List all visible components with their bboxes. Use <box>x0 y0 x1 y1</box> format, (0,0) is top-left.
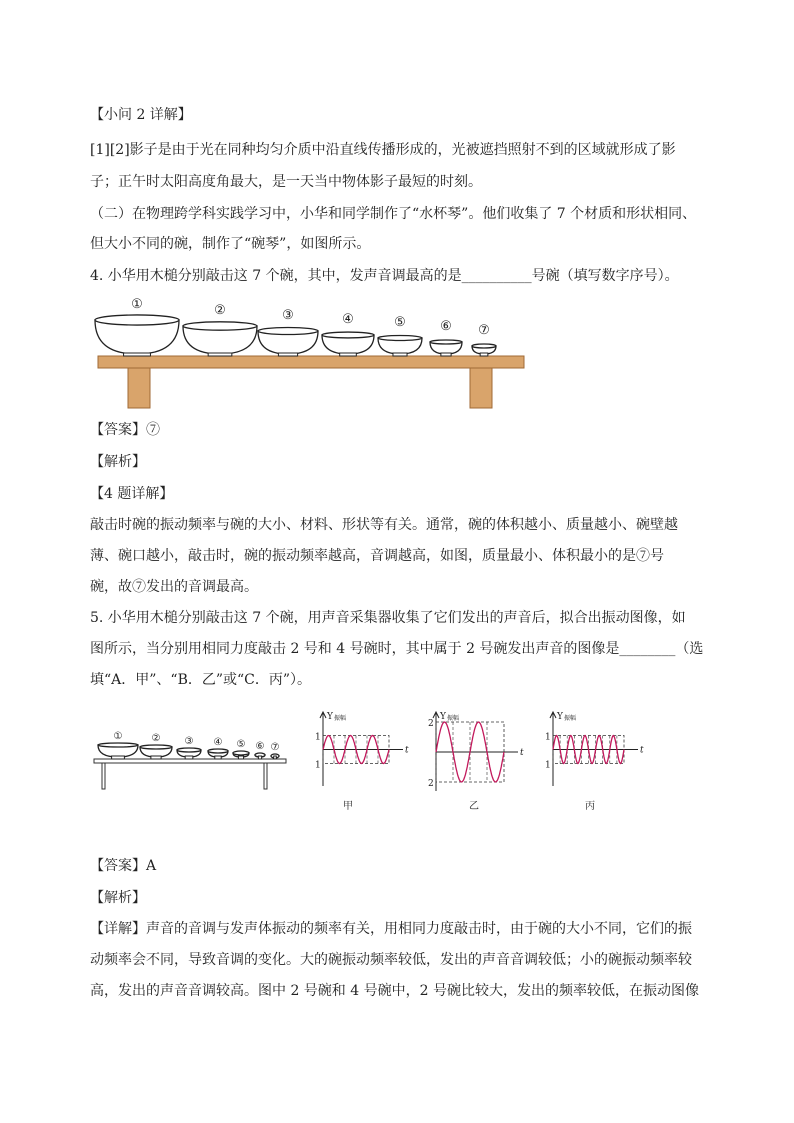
bowl-7 <box>472 323 496 356</box>
bowls-figure <box>90 290 530 410</box>
bowl-label-5: ⑤ <box>236 739 246 750</box>
table-leg-left <box>128 368 150 408</box>
question-5-line3: 填“A．甲”、“B．乙”或“C．丙”）。 <box>90 672 312 688</box>
vibration-graph-bing <box>535 705 650 790</box>
graph-caption-jia: 甲 <box>343 801 353 812</box>
bowl-2 <box>140 733 172 759</box>
small-table-leg-right <box>264 761 267 789</box>
y-axis-sublabel: 振幅 <box>564 715 577 722</box>
table-leg-right <box>470 368 492 408</box>
time-label: t <box>405 745 409 756</box>
amp-top-label: 1 <box>545 732 551 743</box>
time-label: t <box>520 748 524 758</box>
bowl-label-1: ① <box>113 731 123 742</box>
bowl-4 <box>322 312 374 356</box>
bowl-label-6: ⑥ <box>440 319 452 334</box>
detail-5-line1: 【详解】声音的音调与发声体振动的频率有关，用相同力度敲击时，由于碗的大小不同，它们的振 <box>90 921 692 937</box>
question-5-line2: 图所示，当分别用相同力度敲击 2 号和 4 号碗时，其中属于 2 号碗发出声音的图像是________（选 <box>90 641 704 657</box>
part2-line1: （二）在物理跨学科实践学习中，小华和同学制作了“水杯琴”。他们收集了 7 个材质和形状相同、 <box>90 206 697 222</box>
bowl-7 <box>271 742 280 759</box>
amp-top-label: 2 <box>428 719 434 729</box>
bowl-label-3: ③ <box>282 308 294 323</box>
y-axis-sublabel: 振幅 <box>334 715 347 722</box>
small-table-leg-left <box>102 761 105 789</box>
bowl-3 <box>258 308 318 356</box>
analysis-label-4: 【解析】 <box>90 454 146 470</box>
time-label: t <box>640 745 644 756</box>
detail-4-line1: 敲击时碗的振动频率与碗的大小、材料、形状等有关。通常，碗的体积越小、质量越小、碗壁越 <box>90 517 678 533</box>
detail-4-line3: 碗，故⑦发出的音调最高。 <box>90 579 258 595</box>
bowl-label-3: ③ <box>184 736 194 747</box>
bowl-5 <box>378 315 422 356</box>
y-axis-sublabel: 振幅 <box>447 715 460 722</box>
amp-bottom-label: 2 <box>428 779 434 789</box>
bowl-label-1: ① <box>131 297 143 312</box>
detail-5-line2: 动频率会不同，导致音调的变化。大的碗振动频率较低，发出的声音音调较低；小的碗振动频率较 <box>90 952 692 968</box>
bowl-label-7: ⑦ <box>270 742 280 753</box>
sub2-header: 【小问 2 详解】 <box>90 107 192 123</box>
sub2-line1: [1][2]影子是由于光在同种均匀介质中沿直线传播形成的，光被遮挡照射不到的区域就形成了影 <box>90 142 676 158</box>
bowl-label-4: ④ <box>342 312 354 327</box>
bowl-label-2: ② <box>214 303 226 318</box>
vibration-graph-jia <box>305 705 415 790</box>
amp-bottom-label: 1 <box>315 760 321 771</box>
part2-line2: 但大小不同的碗，制作了“碗琴”，如图所示。 <box>90 236 371 252</box>
bowl-1 <box>98 731 138 759</box>
y-axis-label: Y <box>440 712 446 722</box>
question-5-line1: 5. 小华用木槌分别敲击这 7 个碗，用声音采集器收集了它们发出的声音后，拟合出振动图像，如 <box>90 610 686 626</box>
answer-5: 【答案】A <box>90 858 157 874</box>
vibration-graph-yi <box>418 705 530 795</box>
bowl-6 <box>430 319 462 356</box>
analysis-label-5: 【解析】 <box>90 890 146 906</box>
bowl-4 <box>208 737 228 759</box>
amp-bottom-label: 1 <box>545 760 551 771</box>
answer-4: 【答案】⑦ <box>90 422 160 438</box>
detail-4-header: 【4 题详解】 <box>90 486 174 502</box>
bowl-label-7: ⑦ <box>478 323 490 338</box>
bowl-5 <box>233 739 249 759</box>
small-table-top <box>94 759 286 763</box>
detail-4-line2: 薄、碗口越小，敲击时，碗的振动频率越高，音调越高，如图，质量最小、体积最小的是⑦号 <box>90 548 664 564</box>
sub2-line2: 子；正午时太阳高度角最大，是一天当中物体影子最短的时刻。 <box>90 174 482 190</box>
bowl-2 <box>183 303 257 356</box>
table-top <box>98 356 524 368</box>
small-bowls-figure <box>92 725 292 793</box>
bowl-6 <box>255 741 265 759</box>
bowl-label-5: ⑤ <box>394 315 406 330</box>
graph-caption-bing: 丙 <box>585 801 595 812</box>
y-axis-label: Y <box>327 712 333 722</box>
bowl-label-2: ② <box>151 733 161 744</box>
graph-caption-yi: 乙 <box>469 801 479 812</box>
bowl-label-4: ④ <box>213 737 223 748</box>
detail-5-line3: 高，发出的声音音调较高。图中 2 号碗和 4 号碗中，2 号碗比较大，发出的频率较低，在振动图像 <box>90 983 699 999</box>
question-4: 4. 小华用木槌分别敲击这 7 个碗，其中，发声音调最高的是__________号碗（填写数字序号）。 <box>90 268 679 284</box>
bowl-label-6: ⑥ <box>255 741 265 752</box>
bowl-3 <box>177 736 201 759</box>
amp-top-label: 1 <box>315 732 321 743</box>
bowl-1 <box>95 297 179 356</box>
y-axis-label: Y <box>557 712 563 722</box>
